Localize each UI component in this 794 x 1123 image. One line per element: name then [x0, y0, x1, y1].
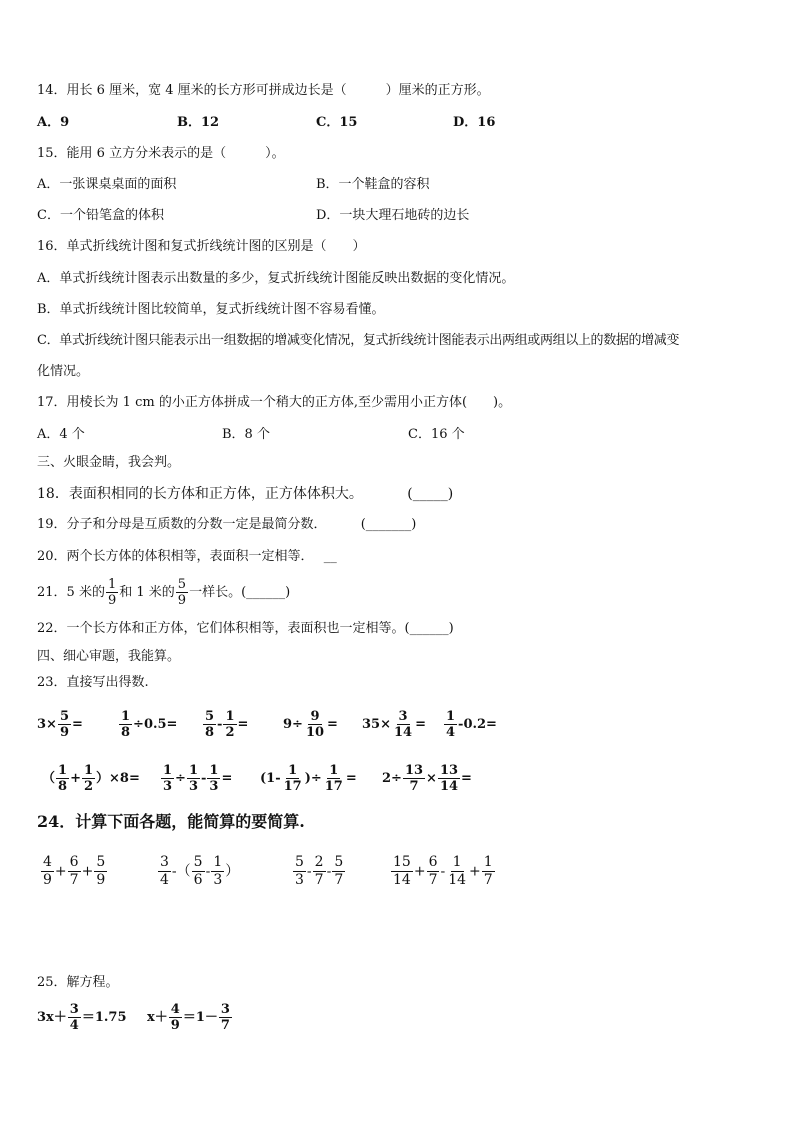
fraction: $\frac{1}{3}$ [188, 763, 198, 794]
q16-option-c: C．单式折线统计图只能表示出一组数据的增减变化情况，复式折线统计图能表示出两组或两组以上的数据的增减变 [37, 333, 680, 348]
q14-option-b: B．12 [177, 115, 220, 130]
fraction: $\frac{5}{3}$ [295, 854, 304, 888]
fraction: $\frac{1}{8}$ [121, 709, 131, 740]
q21-prefix: 21．5 米的 [37, 585, 105, 600]
fraction: $\frac{1}{3}$ [209, 763, 219, 794]
q21-suffix: 一样长。 [189, 585, 242, 600]
q24-stem: 24．计算下面各题，能简算的要简算. [37, 812, 305, 831]
fraction: $\frac{1}{17}$ [324, 763, 343, 794]
q23-expr-7: （ $\frac{1}{8}$ + $\frac{1}{2}$ ）×8= [42, 763, 140, 794]
q20-statement [37, 549, 337, 565]
fraction: $\frac{4}{9}$ [43, 854, 52, 888]
numerator: 1 [107, 577, 117, 592]
q20-answer-blank[interactable]: __ [323, 549, 337, 564]
fraction: $\frac{5}{6}$ [193, 854, 203, 888]
fraction: $\frac{5}{8}$ [205, 709, 215, 740]
q25-equation-1: 3x＋ $\frac{3}{4}$ ＝1.75 [37, 1002, 127, 1033]
fraction: $\frac{9}{10}$ [305, 709, 325, 740]
denominator: 9 [177, 593, 187, 608]
q23-expr-9: (1- $\frac{1}{17}$ )÷ $\frac{1}{17}$ = [260, 763, 357, 794]
q21-answer-blank[interactable]: (______) [241, 585, 291, 600]
q17-option-b: B．8 个 [222, 427, 270, 442]
fraction: $\frac{1}{3}$ [213, 854, 223, 888]
fraction: $\frac{3}{7}$ [220, 1002, 230, 1033]
fraction: $\frac{13}{14}$ [439, 763, 459, 794]
fraction: $\frac{1}{2}$ [83, 763, 94, 794]
fraction: $\frac{1}{4}$ [446, 709, 456, 740]
fraction: $\frac{4}{9}$ [170, 1002, 180, 1033]
q23-expr-8: $\frac{1}{3}$ ÷ $\frac{1}{3}$ - $\frac{1}{3}$ = [163, 763, 233, 794]
q14-option-d: D．16 [453, 115, 496, 130]
q16-option-c-cont: 化情况。 [37, 364, 90, 379]
fraction: $\frac{6}{7}$ [428, 854, 438, 888]
q22-answer-blank[interactable]: (______) [404, 621, 454, 636]
q14-option-c: C．15 [316, 115, 358, 130]
q17-stem: 17．用棱长为 1 cm 的小正方体拼成一个稍大的正方体,至少需用小正方体( )。 [37, 395, 512, 410]
q23-stem: 23．直接写出得数. [37, 675, 149, 690]
q23-expr-1: 3× $\frac{5}{9}$ = [37, 709, 83, 740]
q17-option-a: A．4 个 [37, 427, 85, 442]
fraction: $\frac{13}{7}$ [404, 763, 424, 794]
q24-expr-2: $\frac{3}{4}$ -（ $\frac{5}{6}$ - $\frac{1}{3}$ ） [160, 854, 240, 888]
fraction: $\frac{1}{8}$ [58, 763, 68, 794]
fraction: $\frac{1}{3}$ [163, 763, 173, 794]
q23-expr-6: $\frac{1}{4}$ -0.2= [446, 709, 497, 740]
fraction: $\frac{3}{4}$ [69, 1002, 79, 1033]
section-4-heading: 四、细心审题，我能算。 [37, 649, 181, 664]
q23-expr-4: 9÷ $\frac{9}{10}$ = [283, 709, 338, 740]
fraction: $\frac{2}{7}$ [314, 854, 324, 888]
section-3-heading: 三、火眼金睛，我会判。 [37, 455, 181, 470]
q14-option-a: A．9 [37, 115, 70, 130]
q23-expr-5: 35× $\frac{3}{14}$ = [362, 709, 426, 740]
q20-text: 20．两个长方体的体积相等，表面积一定相等． [37, 549, 314, 564]
fraction: $\frac{6}{7}$ [69, 854, 79, 888]
fraction: $\frac{3}{4}$ [160, 854, 169, 888]
fraction: $\frac{5}{9}$ [96, 854, 106, 888]
q21-statement [37, 578, 290, 608]
q18-answer-blank[interactable]: (_____) [407, 486, 454, 502]
denominator: 9 [107, 593, 117, 608]
fraction: $\frac{3}{14}$ [393, 709, 413, 740]
q18-text: 18．表面积相同的长方体和正方体，正方体体积大。 [37, 486, 363, 502]
q19-text: 19．分子和分母是互质数的分数一定是最简分数． [37, 517, 327, 532]
q23-expr-3: $\frac{5}{8}$ - $\frac{1}{2}$ = [205, 709, 249, 740]
q16-option-b: B．单式折线统计图比较简单，复式折线统计图不容易看懂。 [37, 302, 385, 317]
q19-answer-blank[interactable]: (_______) [360, 517, 417, 532]
fraction: $\frac{1}{17}$ [283, 763, 302, 794]
fraction: $\frac{1}{14}$ [448, 854, 467, 888]
q21-fraction-1 [106, 578, 118, 607]
q22-text: 22．一个长方体和正方体，它们体积相等，表面积也一定相等。 [37, 621, 405, 636]
q15-option-b: B．一个鞋盒的容积 [316, 177, 430, 192]
q15-option-a: A．一张课桌桌面的面积 [37, 177, 177, 192]
fraction: $\frac{5}{9}$ [59, 709, 69, 740]
q23-expr-10: 2÷ $\frac{13}{7}$ × $\frac{13}{14}$ = [382, 763, 472, 794]
q18-statement [37, 486, 453, 502]
fraction: $\frac{5}{7}$ [334, 854, 344, 888]
q15-stem: 15．能用 6 立方分米表示的是（ ）。 [37, 146, 285, 161]
q22-statement [37, 621, 454, 637]
fraction: $\frac{1}{7}$ [483, 854, 493, 888]
q24-expr-4: $\frac{15}{14}$ + $\frac{6}{7}$ - $\frac{1}{14}$ + $\frac{1}{7}$ [393, 854, 493, 888]
q16-option-a: A．单式折线统计图表示出数量的多少，复式折线统计图能反映出数据的变化情况。 [37, 271, 515, 286]
q25-stem: 25．解方程。 [37, 975, 119, 990]
q15-option-d: D．一块大理石地砖的边长 [316, 208, 470, 223]
q19-statement [37, 517, 416, 533]
q21-middle: 和 1 米的 [119, 585, 175, 600]
q15-option-c: C．一个铅笔盒的体积 [37, 208, 164, 223]
fraction: $\frac{15}{14}$ [393, 854, 411, 888]
q25-equation-2: x＋ $\frac{4}{9}$ ＝1－ $\frac{3}{7}$ [147, 1002, 230, 1033]
q14-stem: 14．用长 6 厘米，宽 4 厘米的长方形可拼成边长是（ ）厘米的正方形。 [37, 83, 490, 98]
q21-fraction-2 [176, 578, 188, 607]
fraction: $\frac{1}{2}$ [225, 709, 235, 740]
q24-expr-3: $\frac{5}{3}$ - $\frac{2}{7}$ - $\frac{5}{7}$ [295, 854, 344, 888]
q16-stem: 16．单式折线统计图和复式折线统计图的区别是（ ） [37, 239, 366, 254]
q24-expr-1: $\frac{4}{9}$ + $\frac{6}{7}$ + $\frac{5}{9}$ [43, 854, 106, 888]
q23-expr-2: $\frac{1}{8}$ ÷0.5= [121, 709, 178, 740]
q17-option-c: C．16 个 [408, 427, 465, 442]
numerator: 5 [177, 577, 187, 592]
